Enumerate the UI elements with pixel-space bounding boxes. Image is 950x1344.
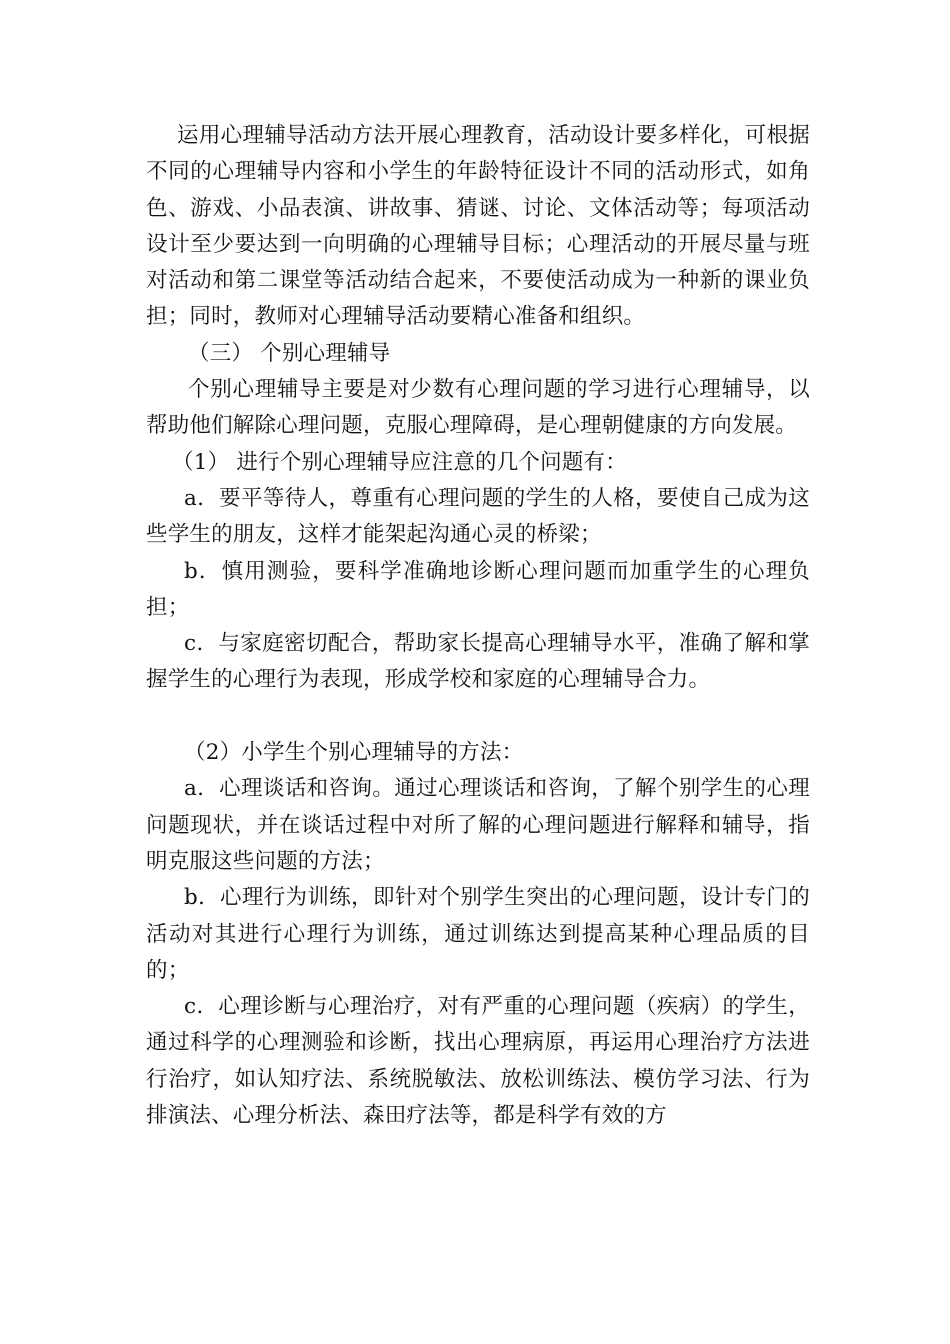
list-item-2b: b．心理行为训练，即针对个别学生突出的心理问题，设计专门的活动对其进行心理行为训练，通过训练达到提高某种心理品质的目的； — [146, 885, 810, 983]
section-heading-3: （三） 个别心理辅导 — [188, 340, 391, 366]
list-item-2a: a．心理谈话和咨询。通过心理谈话和咨询，了解个别学生的心理问题现状，并在谈话过程中对所了解的心理问题进行解释和辅导，指明克服这些问题的方法； — [146, 776, 810, 874]
subsection-heading-1: （1） 进行个别心理辅导应注意的几个问题有： — [172, 449, 627, 475]
intro-paragraph: 运用心理辅导活动方法开展心理教育，活动设计要多样化，可根据不同的心理辅导内容和小学生的年龄特征设计不同的活动形式，如角色、游戏、小品表演、讲故事、猜谜、讨论、文体活动等；每项活动设计至少要达到一向明确的心理辅导目标；心理活动的开展尽量与班对活动和第二课堂等活动结合起来，不要使活动成为一种新的课业负担；同时，教师对心理辅导活动要精心准备和组织。 — [146, 123, 810, 330]
blank-line — [146, 699, 810, 735]
subsection-heading-2: （2）小学生个别心理辅导的方法： — [184, 740, 524, 766]
list-item-1c: c．与家庭密切配合，帮助家长提高心理辅导水平，准确了解和掌握学生的心理行为表现，形成学校和家庭的心理辅导合力。 — [146, 631, 810, 693]
section-3-intro-paragraph: 个别心理辅导主要是对少数有心理问题的学习进行心理辅导，以帮助他们解除心理问题，克服心理障碍，是心理朝健康的方向发展。 — [146, 377, 810, 439]
list-item-1b: b．慎用测验，要科学准确地诊断心理问题而加重学生的心理负担； — [146, 558, 810, 620]
list-item-1a: a．要平等待人，尊重有心理问题的学生的人格，要使自己成为这些学生的朋友，这样才能架起沟通心灵的桥梁； — [146, 485, 810, 548]
document-body — [146, 118, 810, 1134]
list-item-2c: c．心理诊断与心理治疗，对有严重的心理问题（疾病）的学生，通过科学的心理测验和诊断，找出心理病原，再运用心理治疗方法进行治疗，如认知疗法、系统脱敏法、放松训练法、模仿学习法、行为排演法、心理分析法、森田疗法等，都是科学有效的方 — [146, 994, 810, 1129]
